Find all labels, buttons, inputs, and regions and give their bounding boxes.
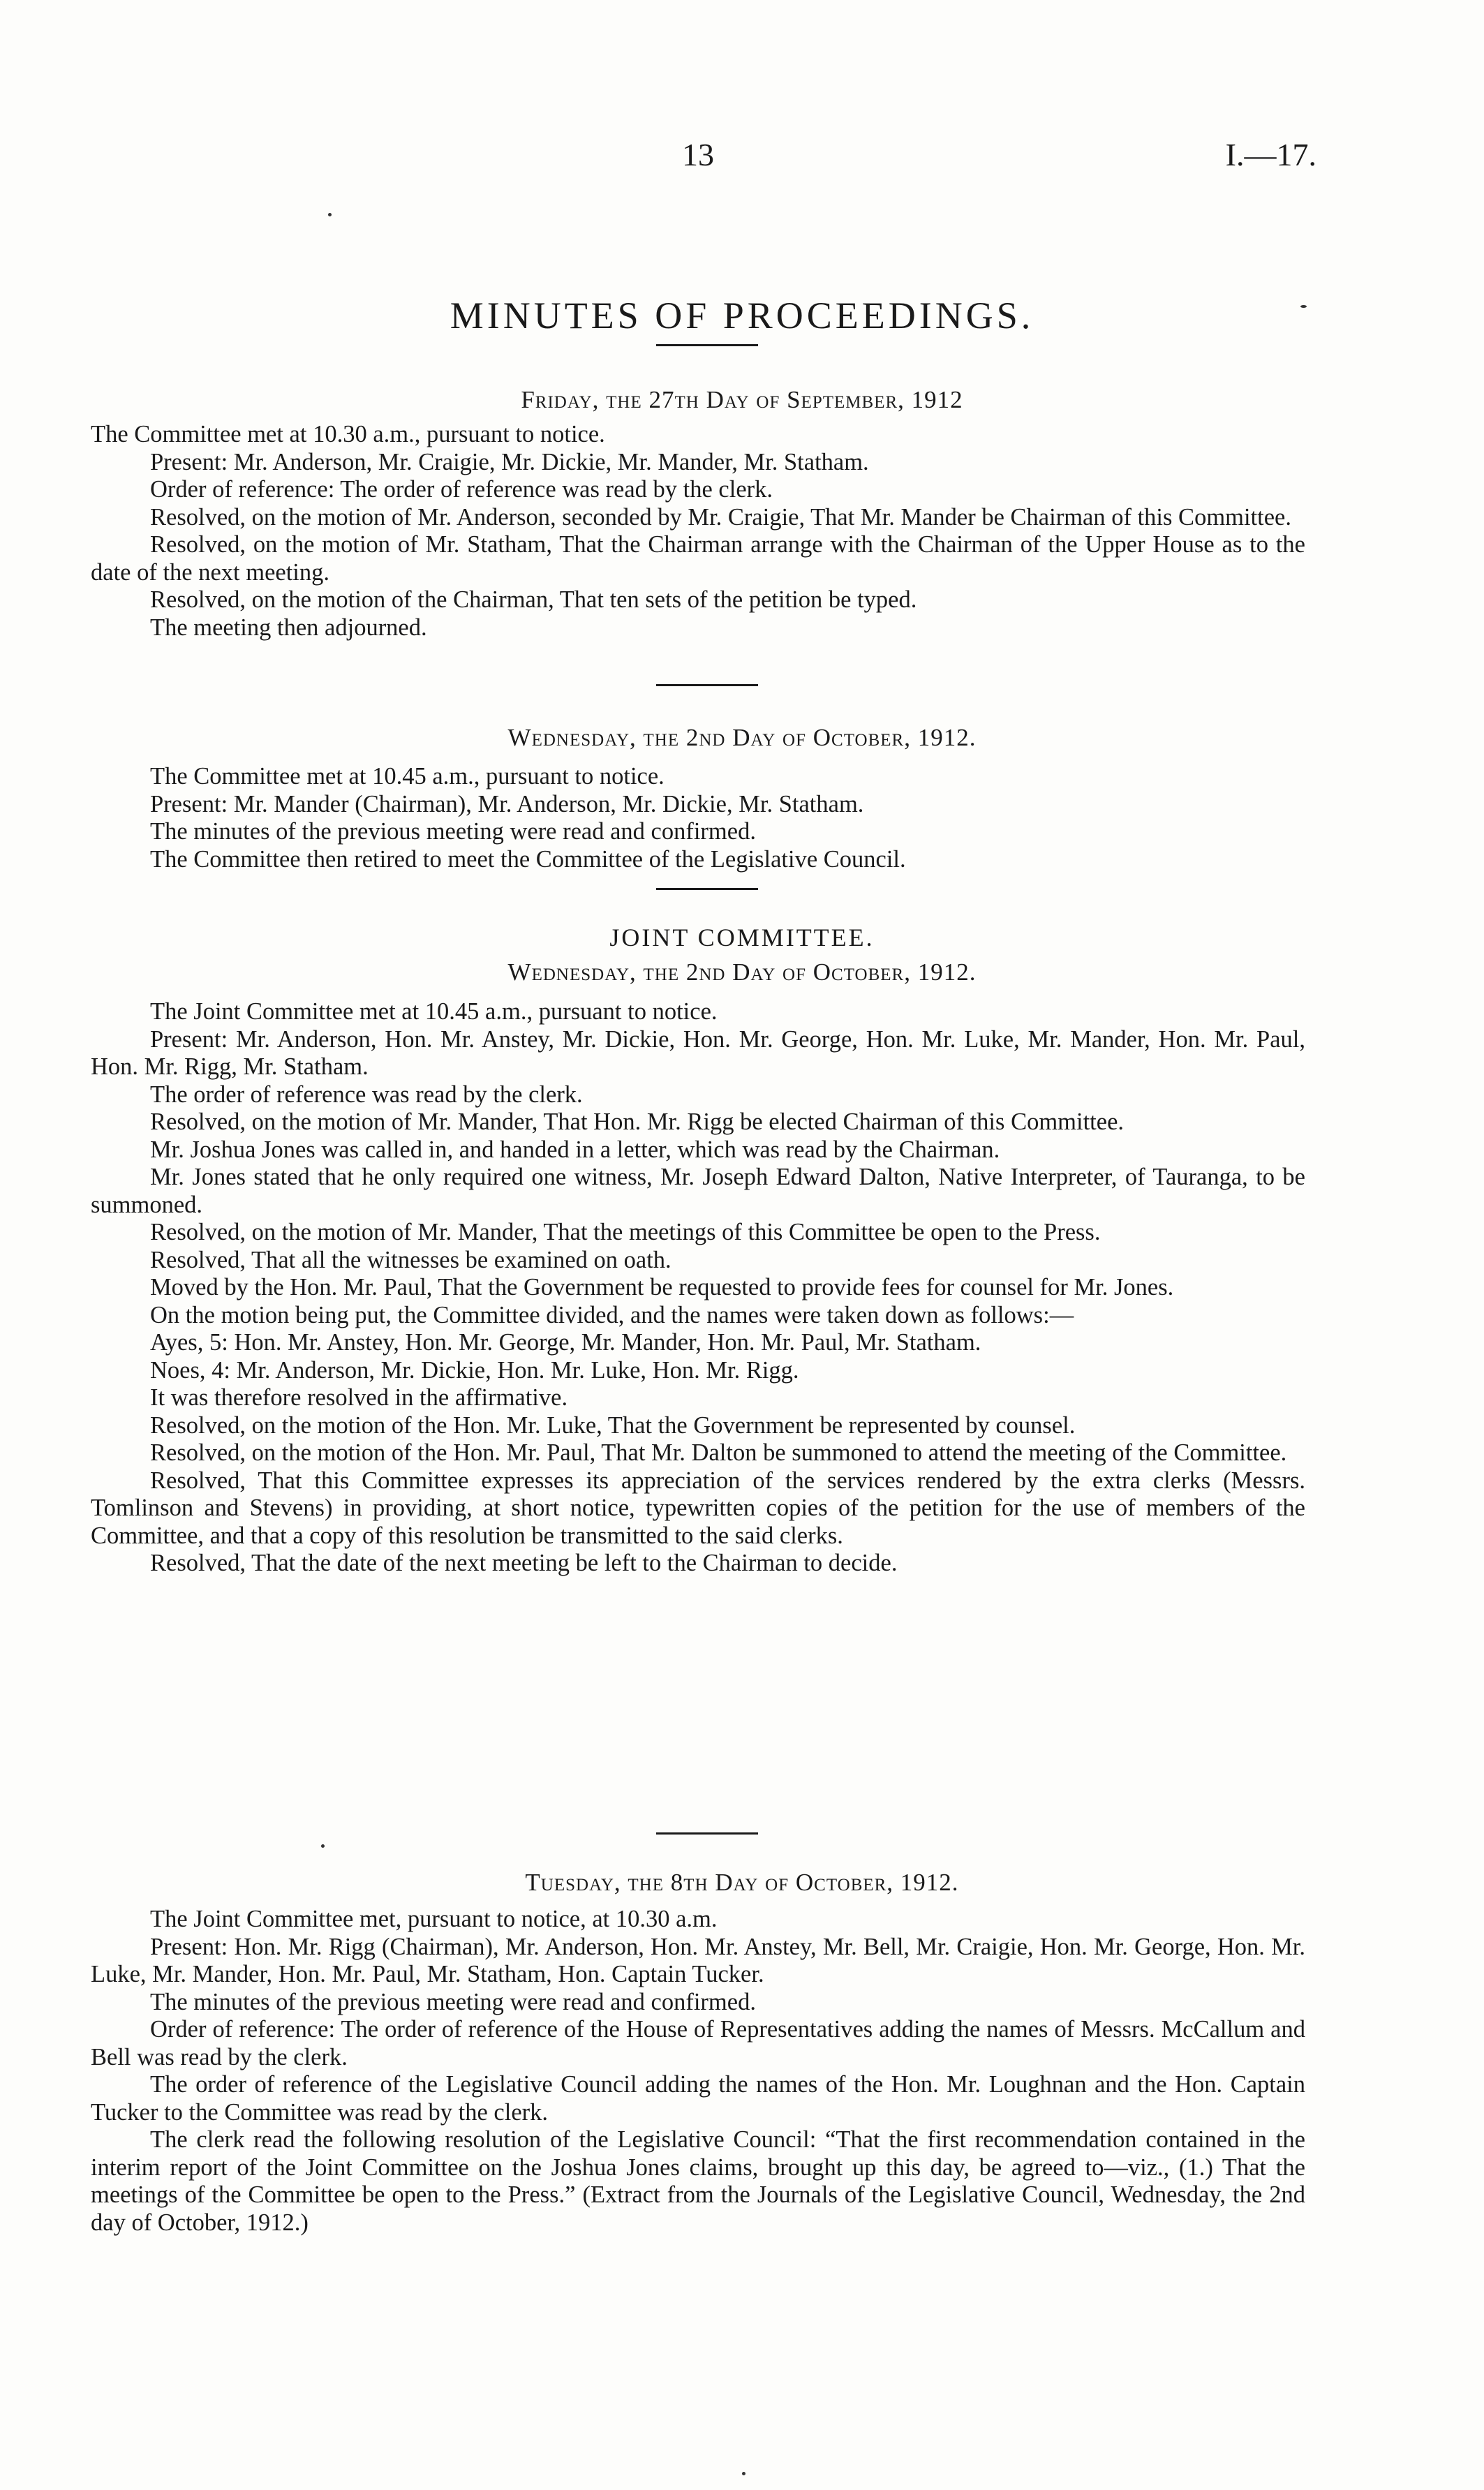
paragraph: Mr. Jones stated that he only required one witness, Mr. Joseph Edward Dalton, Native Interpreter, of Tauranga, to be summoned. [91, 1164, 1305, 1218]
noes-line: Noes, 4: Mr. Anderson, Mr. Dickie, Hon. Mr. Luke, Hon. Mr. Rigg. [150, 1356, 799, 1384]
paragraph: The clerk read the following resolution of the Legislative Council: “That the first recommendation contained in the interim report of the Joint Committee on the Joshua Jones claims, brought up this day, be agreed to—viz., (1.) That the meetings of the Committee be open to the Press.” (Extract from the Journals of the Legislative Council, Wednesday, the 2nd day of October, 1912.) [91, 2126, 1305, 2236]
paragraph: Resolved, on the motion of Mr. Anderson, seconded by Mr. Craigie, That Mr. Mander be Chairman of this Committee. [150, 503, 1291, 531]
scan-speck [321, 1844, 325, 1848]
paragraph: Moved by the Hon. Mr. Paul, That the Government be requested to provide fees for counsel for Mr. Jones. [150, 1274, 1174, 1300]
title-rule [656, 344, 758, 346]
paragraph: The minutes of the previous meeting were read and confirmed. [150, 1988, 756, 2015]
paragraph: The minutes of the previous meeting were read and confirmed. [150, 818, 756, 845]
paragraph: The Joint Committee met at 10.45 a.m., pursuant to notice. [150, 998, 718, 1025]
section-body [91, 763, 1305, 873]
paragraph: The Joint Committee met, pursuant to notice, at 10.30 a.m. [150, 1906, 718, 1932]
section-rule [656, 888, 758, 890]
paragraph: The order of reference of the Legislative Council adding the names of the Hon. Mr. Loughnan and the Hon. Captain Tucker to the Committee was read by the clerk. [91, 2071, 1305, 2126]
paragraph: Present: Mr. Anderson, Hon. Mr. Anstey, Mr. Dickie, Hon. Mr. George, Hon. Mr. Luke, Mr. Mander, Hon. Mr. Paul, Hon. Mr. Rigg, Mr. Statham. [91, 1025, 1305, 1080]
paragraph: Resolved, on the motion of the Chairman, That ten sets of the petition be typed. [150, 586, 917, 613]
paragraph: The Committee then retired to meet the Committee of the Legislative Council. [150, 845, 906, 873]
paragraph: Resolved, on the motion of the Hon. Mr. Paul, That Mr. Dalton be summoned to attend the meeting of the Committee. [150, 1439, 1287, 1466]
paragraph: Order of reference: The order of reference was read by the clerk. [150, 476, 773, 503]
paragraph: On the motion being put, the Committee divided, and the names were taken down as follows:— [150, 1301, 1074, 1328]
paragraph: Resolved, That the date of the next meeting be left to the Chairman to decide. [150, 1550, 898, 1576]
scan-speck [328, 213, 332, 216]
section-date: Wednesday, the 2nd Day of October, 1912. [507, 724, 977, 751]
page-title: MINUTES OF PROCEEDINGS. [450, 295, 1034, 337]
ayes-line: Ayes, 5: Hon. Mr. Anstey, Hon. Mr. George, Mr. Mander, Hon. Mr. Paul, Mr. Statham. [150, 1329, 981, 1356]
joint-committee-heading: JOINT COMMITTEE. [609, 924, 875, 951]
section-body [91, 1906, 1305, 2237]
paragraph: Mr. Joshua Jones was called in, and handed in a letter, which was read by the Chairman. [150, 1136, 1000, 1163]
section-rule [656, 684, 758, 686]
page-number: 13 [682, 137, 714, 172]
paragraph: Present: Mr. Mander (Chairman), Mr. Anderson, Mr. Dickie, Mr. Statham. [150, 790, 864, 817]
paragraph: Resolved, on the motion of Mr. Statham, That the Chairman arrange with the Chairman of the Upper House as to the date of the next meeting. [91, 531, 1305, 586]
section-body [91, 998, 1305, 1578]
scan-speck [1300, 305, 1307, 308]
paragraph: Resolved, That this Committee expresses its appreciation of the services rendered by the extra clerks (Messrs. Tomlinson and Stevens) in providing, at short notice, typewritten copies of the petition for the use of members of the Committee, and that a copy of this resolution be transmitted to the said clerks. [91, 1467, 1305, 1549]
paragraph: Resolved, on the motion of Mr. Mander, That the meetings of this Committee be open to the Press. [150, 1219, 1101, 1245]
paragraph: The order of reference was read by the clerk. [150, 1081, 583, 1108]
paragraph: The Committee met at 10.30 a.m., pursuant to notice. [91, 421, 605, 447]
section-rule [656, 1832, 758, 1835]
paragraph: Present: Mr. Anderson, Mr. Craigie, Mr. Dickie, Mr. Mander, Mr. Statham. [150, 448, 869, 475]
paragraph: Present: Hon. Mr. Rigg (Chairman), Mr. Anderson, Hon. Mr. Anstey, Mr. Bell, Mr. Craigie, Hon. Mr. George, Hon. Mr. Luke, Mr. Mander, Hon. Mr. Paul, Mr. Statham, Hon. Captain Tucker. [91, 1933, 1305, 1987]
section-date: Friday, the 27th Day of September, 1912 [521, 386, 963, 413]
paragraph: The Committee met at 10.45 a.m., pursuant to notice. [150, 763, 665, 790]
section-date: Tuesday, the 8th Day of October, 1912. [525, 1869, 959, 1896]
paragraph: Resolved, That all the witnesses be examined on oath. [150, 1246, 671, 1273]
paragraph: Resolved, on the motion of Mr. Mander, That Hon. Mr. Rigg be elected Chairman of this Committee. [150, 1109, 1125, 1135]
paragraph: Resolved, on the motion of the Hon. Mr. Luke, That the Government be represented by counsel. [150, 1411, 1076, 1439]
paragraph: Order of reference: The order of reference of the House of Representatives adding the names of Messrs. McCallum and Bell was read by the clerk. [91, 2016, 1305, 2070]
paragraph: The meeting then adjourned. [150, 614, 427, 641]
section-date: Wednesday, the 2nd Day of October, 1912. [507, 958, 977, 986]
document-reference: I.—17. [1225, 137, 1316, 172]
scan-speck [742, 2472, 745, 2475]
section-body [91, 421, 1305, 642]
paragraph: It was therefore resolved in the affirmative. [150, 1384, 568, 1411]
